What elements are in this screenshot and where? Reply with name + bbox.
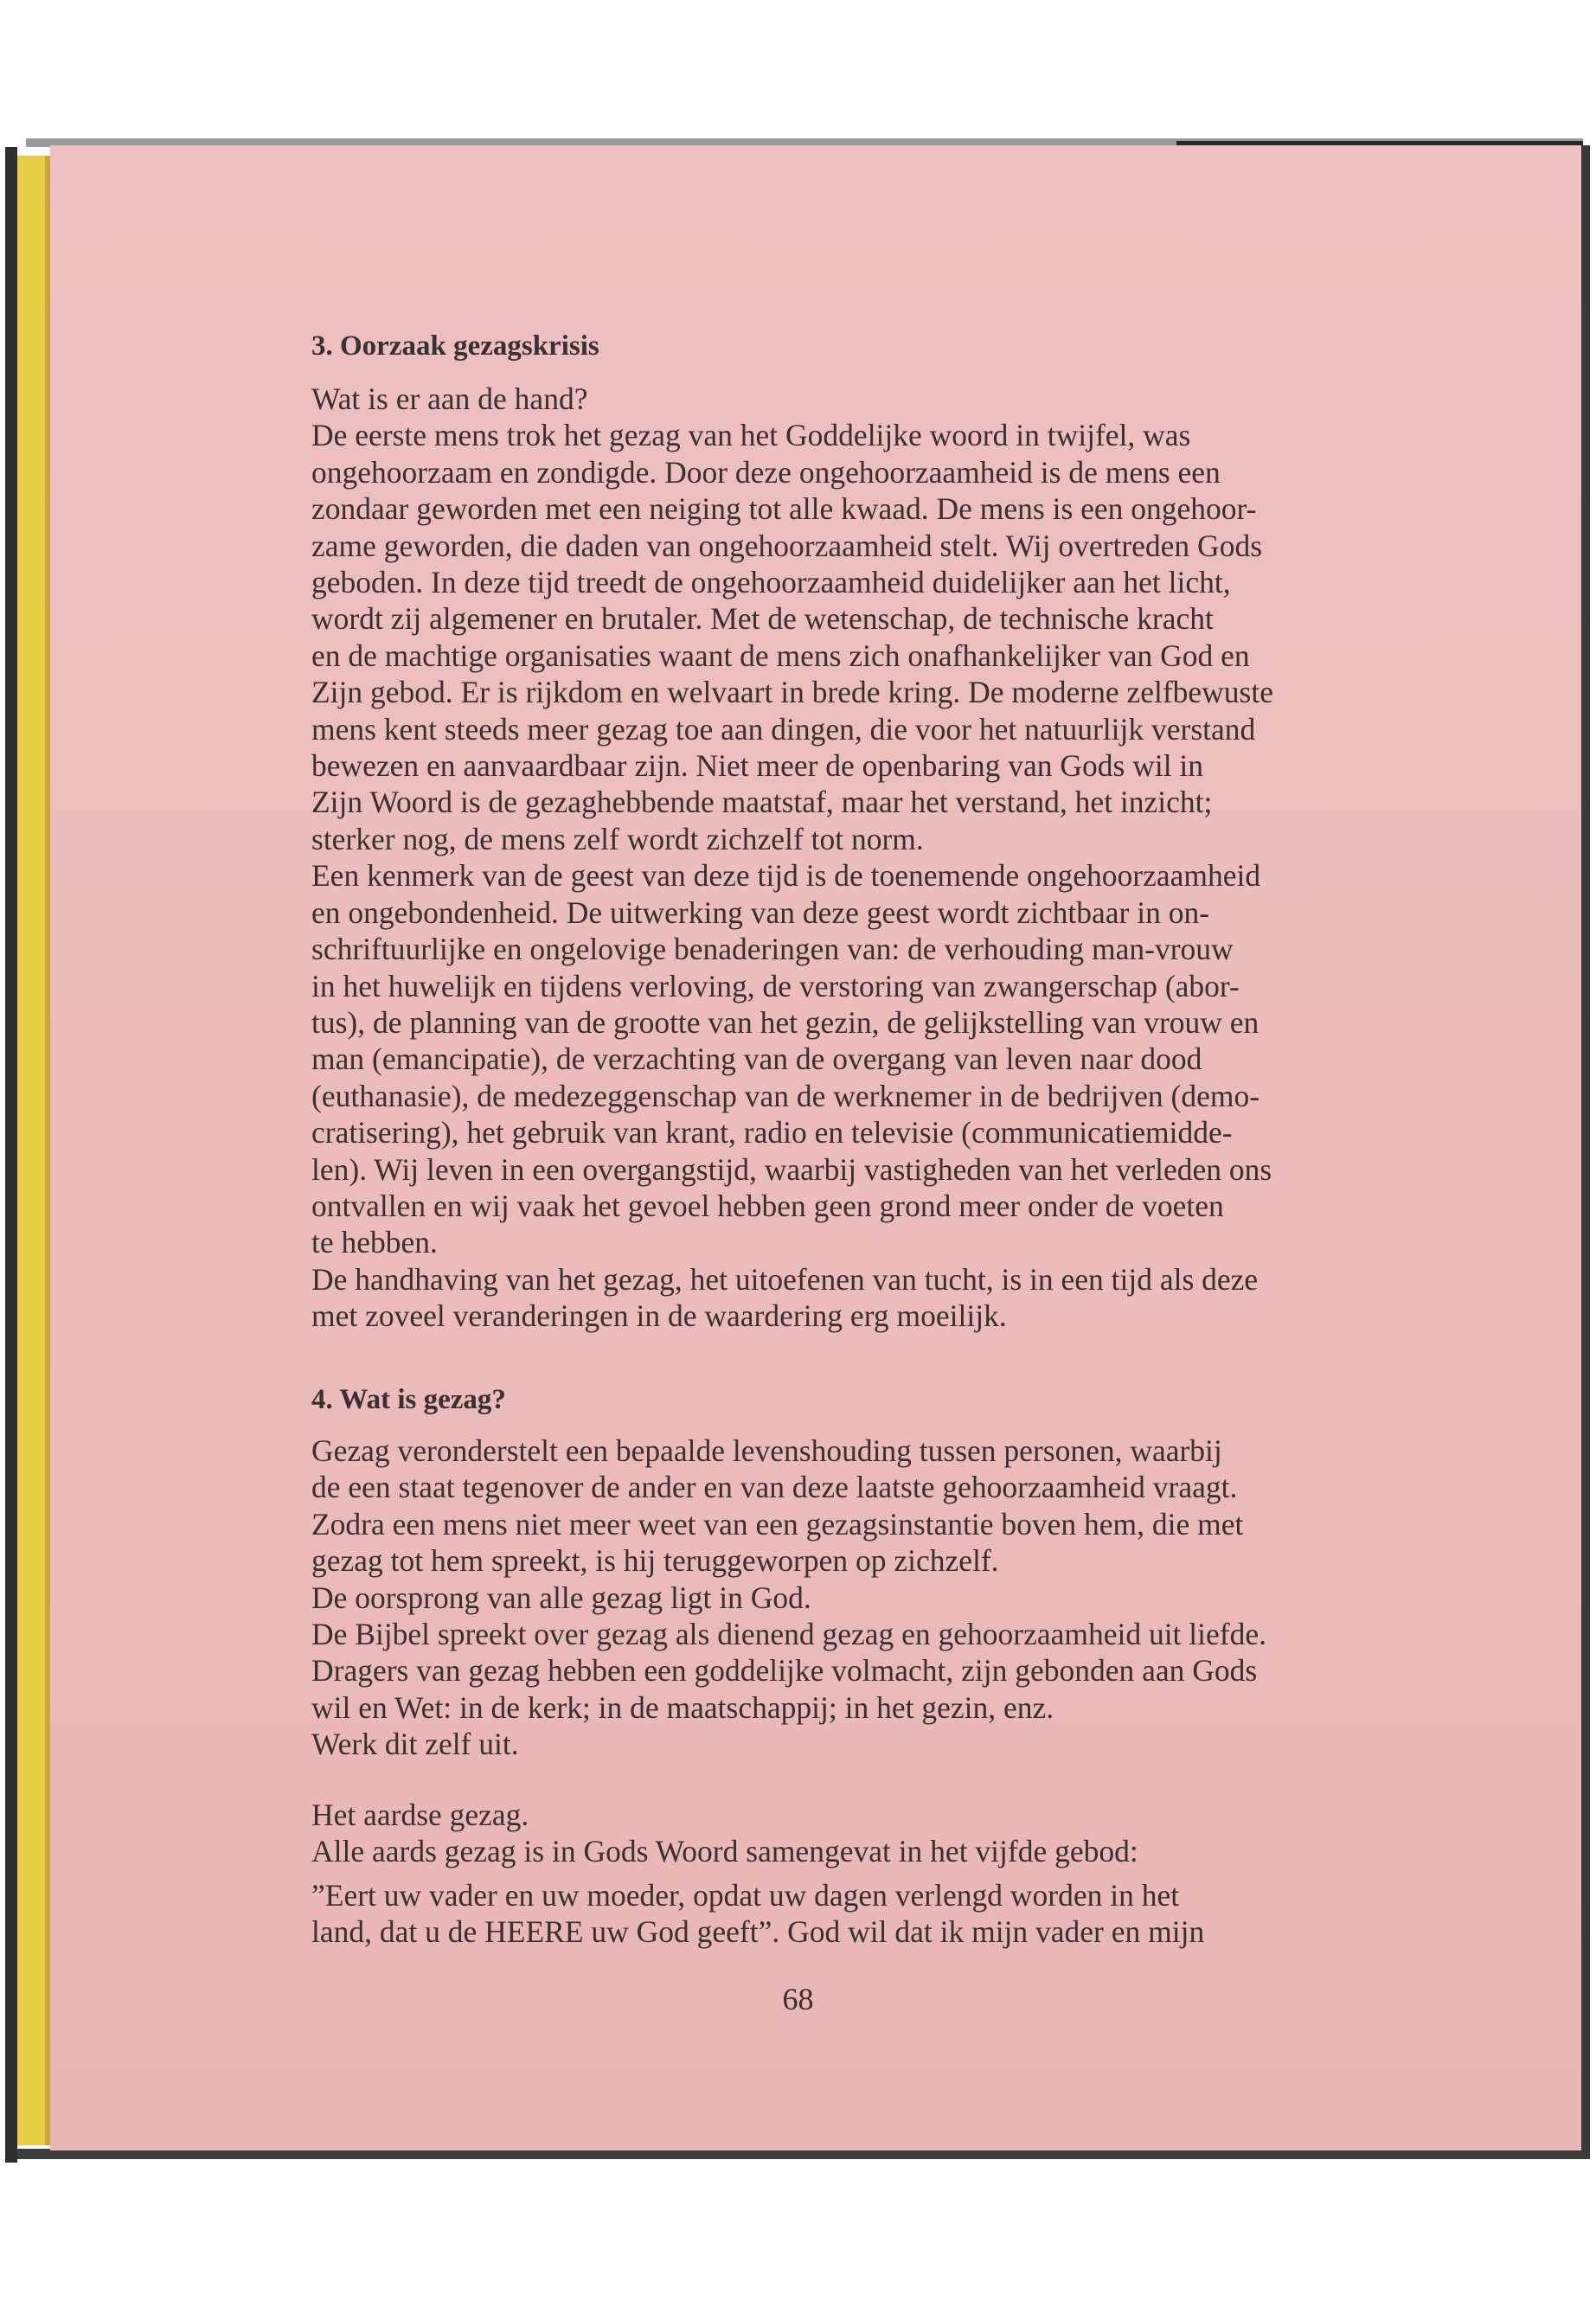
text-line: in het huwelijk en tijdens verloving, de verstoring van zwangerschap (abor- [311,968,1240,1003]
section-4-paragraph [311,1433,1453,1763]
page-number: 68 [782,1982,814,2016]
text-line: schriftuurlijke en ongelovige benaderingen van: de verhouding man-vrouw [311,932,1234,967]
text-line: De Bijbel spreekt over gezag als dienend gezag en gehoorzaamheid uit liefde. [311,1617,1266,1652]
section-4-body [311,1433,1453,1763]
text-line: mens kent steeds meer gezag toe aan dingen, die voor het natuurlijk verstand [311,711,1256,747]
text-line: sterker nog, de mens zelf wordt zichzelf tot norm. [311,821,924,856]
text-line: en de machtige organisaties waant de mens zich onafhankelijker van God en [311,638,1250,673]
text-line: Alle aards gezag is in Gods Woord samengevat in het vijfde gebod: [311,1834,1138,1869]
text-line: de een staat tegenover de ander en van deze laatste gehoorzaamheid vraagt. [311,1470,1238,1505]
aardse-gezag-block [311,1797,1453,1951]
text-line: Gezag veronderstelt een bepaalde levenshouding tussen personen, waarbij [311,1433,1222,1468]
aardse-gezag-paragraph [311,1797,1453,1951]
text-line: wil en Wet: in de kerk; in de maatschappij; in het gezin, enz. [311,1689,1054,1725]
text-line: zame geworden, die daden van ongehoorzaamheid stelt. Wij overtreden Gods [311,528,1263,563]
text-line: man (emancipatie), de verzachting van de overgang van leven naar dood [311,1042,1202,1077]
text-line: zondaar geworden met een neiging tot alle kwaad. De mens is een ongehoor- [311,491,1257,527]
text-line: land, dat u de HEERE uw God geeft”. God wil dat ik mijn vader en mijn [311,1914,1205,1950]
text-line: Het aardse gezag. [311,1798,529,1832]
section-3-paragraph [311,381,1453,1335]
text-line: Werk dit zelf uit. [311,1727,519,1762]
text-line: Zijn gebod. Er is rijkdom en welvaart in brede kring. De moderne zelfbewuste [311,675,1273,710]
right-edge [1581,145,1590,2152]
text-line: len). Wij leven in een overgangstijd, waarbij vastigheden van het verleden ons [311,1151,1272,1187]
text-line: Dragers van gezag hebben een goddelijke volmacht, zijn gebonden aan Gods [311,1653,1258,1689]
text-line: De oorsprong van alle gezag ligt in God. [311,1580,811,1615]
text-line: De handhaving van het gezag, het uitoefenen van tucht, is in een tijd als deze [311,1261,1259,1297]
text-line: (euthanasie), de medezeggenschap van de werknemer in de bedrijven (demo- [311,1078,1260,1113]
text-line: De eerste mens trok het gezag van het Goddelijke woord in twijfel, was [311,418,1191,453]
section-4-heading: 4. Wat is gezag? [311,1384,506,1415]
text-line: ontvallen en wij vaak het gevoel hebben geen grond meer onder de voeten [311,1188,1224,1223]
text-line: Zodra een mens niet meer weet van een gezagsinstantie boven hem, die met [311,1506,1244,1541]
text-line: Wat is er aan de hand? [311,381,588,416]
text-line: en ongebondenheid. De uitwerking van deze geest wordt zichtbaar in on- [311,894,1210,930]
section-3-body [311,381,1453,1335]
text-line: ”Eert uw vader en uw moeder, opdat uw dagen verlengd worden in het [311,1877,1180,1913]
text-line: Zijn Woord is de gezaghebbende maatstaf, maar het verstand, het inzicht; [311,785,1213,820]
text-line: tus), de planning van de grootte van het gezin, de gelijkstelling van vrouw en [311,1004,1259,1040]
text-line: met zoveel veranderingen in de waardering erg moeilijk. [311,1298,1007,1334]
text-line: geboden. In deze tijd treedt de ongehoorzaamheid duidelijker aan het licht, [311,565,1231,600]
text-line: ongehoorzaam en zondigde. Door deze ongehoorzaamheid is de mens een [311,454,1221,490]
left-edge [5,147,17,2163]
text-line: wordt zij algemener en brutaler. Met de wetenschap, de technische kracht [311,601,1214,637]
section-3-heading: 3. Oorzaak gezagskrisis [311,330,599,362]
text-line: bewezen en aanvaardbaar zijn. Niet meer de openbaring van Gods wil in [311,748,1204,784]
text-line: te hebben. [311,1225,438,1260]
text-line: gezag tot hem spreekt, is hij teruggeworpen op zichzelf. [311,1543,999,1579]
text-line: Een kenmerk van de geest van deze tijd is de toenemende ongehoorzaamheid [311,858,1261,894]
text-line: cratisering), het gebruik van krant, radio en televisie (communicatiemidde- [311,1115,1233,1150]
